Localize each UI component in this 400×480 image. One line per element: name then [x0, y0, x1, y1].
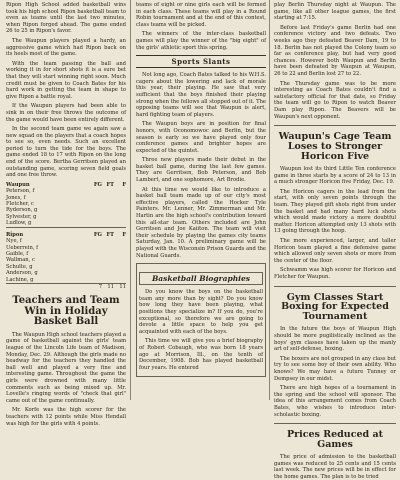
paragraph: The Waupun High school teachers played a game of basketball against the girls' team league of the Lincoln Life team of Madison, Monday, Dec. 29. Although the girls made no headway for the teachers they handled the ball well and played a very fine and interesting game. Throughout the game the girls were drowned with many little comments such as being mixed up. Mr. Lovelle's ringing words of "check that girl" came out of the game continually.	[6, 331, 126, 404]
paragraph: Before last Friday's game Berlin had one conference victory and two defeats. Two weeks ago they defeated Beaver Dam, 19 to 18. Berlin has not played the Colony team so far as conference play, but had very good chances. However both Waupun and Berlin have been defeated by Waupun at Waupun, 26 to 22 and Berlin lost 27 to 22.	[274, 24, 396, 77]
table-cell: Ripon	[6, 231, 24, 238]
table-cell: Jones, f	[6, 194, 26, 201]
paragraph: Not long ago, Coach Bates talked to his W.H.S. cagers about the lowering and lack of morale this year, their playing. He saw that very sufficient that the boys finished their playing strong when the fellows all stopped out of it. The opposing teams will see that Waupun is alert, hard fighting team of players.	[136, 72, 266, 118]
paragraph: Mr. Korfe was the high scorer for the teachers with 12 points while Miss Hendall was high for the girls with 4 points.	[6, 407, 126, 427]
headline: Teachers and Team Win in Holiday Basket Ball	[12, 295, 120, 328]
table-cell: 11	[102, 283, 114, 290]
table-cell: F	[122, 181, 126, 188]
table-row	[6, 277, 126, 284]
biographies-box	[136, 263, 266, 377]
paragraph: The Waupun players played a hardy, an aggressive game which had Ripon back on its heels most of the game.	[6, 37, 126, 58]
headline: Prices Reduced at Games	[286, 429, 384, 451]
table-total-row	[6, 227, 126, 228]
paragraph: The Waupun boys are in position for final honors, with Oconomowoc and Berlin, but the season is early so we have played only four conference games and brighter hopes are expected of the quintet.	[136, 121, 266, 154]
paragraph: The price of admission to the basketball games was reduced to 25 cents and 15 cents last week. The new prices will be in effect for the home games. The plan is to be tried	[274, 454, 396, 480]
column-3	[274, 2, 396, 480]
box-score-ripon	[6, 232, 126, 291]
paragraph: The more experienced, larger, and taller Horicon team played a fine defensive game which allowed only seven shots or more from the center of the floor.	[274, 237, 396, 264]
table-cell: Nye, f	[6, 238, 22, 245]
paragraph: In the future the boys of Waupun High should be more pugilistically inclined as the boys' gym classes have taken up the manly art of self-defense, boxing.	[274, 326, 396, 353]
table-cell: FG	[93, 181, 102, 188]
paragraph: Waupun lost its third Little Ten conference game in three starts by a score of 24 to 13 in a much stronger Horicon five Friday, Dec. 19.	[274, 166, 396, 186]
table-cell: F	[122, 231, 126, 238]
table-cell: Lachine, g	[6, 276, 34, 283]
table-cell: Ryderson, g	[6, 207, 38, 214]
table-cell: Peterson, f	[6, 188, 35, 195]
table-cell: Ludlow, g	[6, 220, 32, 227]
paragraph: If the Waupun players had been able to sink in on their free throws the outcome of the game would have been entirely different.	[6, 103, 126, 123]
table-total-row	[6, 283, 126, 290]
table-cell: Gaible, f	[6, 250, 29, 257]
section-header: Basketball Biographies	[139, 272, 263, 285]
column-rule	[130, 0, 131, 400]
table-cell: Schulte, g	[6, 263, 33, 270]
table-cell: FT	[106, 231, 114, 238]
paragraph: Three new players made their debut in the basket ball game, during the last few games. They are Gerritsen, Bob Peterson, and Bob Lambert, and one sophomore, Art Brodie.	[136, 157, 266, 184]
table-cell: FG	[93, 231, 102, 238]
paragraph: Ripon High School added basketball wins took his high school Ripon basketball team to even as teams until the last two minutes, when Ripon forged ahead. The game ended 26 to 25 in Ripon's favor.	[6, 2, 126, 35]
paragraph: At this time we would like to introduce a basket ball team made up of our city's most effective players, called the Hocker Tyle Painters. Mr. Lenner, Mr. Zimmerman and Mr. Hartin are the high school's contribution toward this all-star team. Others included are John Gerritsen and Joe Kaiiton. The team will visit their schedule by playing the games city teams Saturday, Jan. 10. A preliminary game will be played with the Wisconsin Prison Guards and the National Guards.	[136, 186, 266, 259]
paragraph: With the team passing the ball and working it in for short shots it is a sure bet that they will start winning right soon. Much credit must be given to Coach Bates for his hard work in getting the team in shape to give Ripon a battle royal.	[6, 60, 126, 100]
paragraph: This time we will give you a brief biography of Robert Cobaugh, who was born 18 years ago at Morrison, Ill., on the tenth of December, 1908. Bob has played basketball four years. He entered	[139, 338, 263, 371]
table-cell: Waupun	[6, 181, 30, 188]
divider	[274, 286, 396, 287]
box-score-waupun	[6, 182, 126, 228]
paragraph: teams of eight or nine girls each will be formed in each class. These teams will play in a Round Robin tournament and at the end of this contest, class teams will be picked.	[136, 2, 266, 28]
paragraph: Do you know the boys on the basketball team any more than by sight? Do you know how long they have been playing, what positions they specialize in? If you do, you're exceptional, so therefore we are going to devote a little space to help you get acquainted with each of the boys.	[139, 289, 263, 335]
table-cell: Anderson, g	[6, 270, 38, 277]
divider	[274, 423, 396, 424]
table-cell: Fletcher, c	[6, 201, 34, 208]
column-rule	[269, 0, 270, 400]
headline: Gym Classes Start Boxing for Expected Tournament	[281, 291, 389, 323]
headline: Waupun's Cage Team Loses to Stronger Horicon Five	[278, 131, 392, 163]
divider	[274, 125, 396, 126]
column-1	[6, 2, 126, 427]
section-header: Sports Slants	[136, 55, 266, 68]
table-cell: Ueberrein, f	[6, 244, 39, 251]
table-row	[6, 220, 126, 227]
table-cell: 7	[90, 283, 102, 290]
table-cell: Wallman, c	[6, 257, 35, 264]
paragraph: play Berlin Thursday night at Waupun. The game, like all other league games, the first starting at 7:15.	[274, 2, 396, 22]
table-cell: Sylvester, g	[6, 213, 37, 220]
paragraph: Schwamm was high scorer for Horicon and Fletcher for Waupun.	[274, 267, 396, 280]
paragraph: The Thursday game was to be more interesting as Coach Bates couldn't find a satisfactory official for that date, so Friday the team will go to Ripon to watch Beaver Dam play Ripon. The Beavers will be Waupun's next opponent.	[274, 80, 396, 120]
column-2	[136, 2, 266, 398]
paragraph: The Horicon cagers in the lead from the start, with only seven points through the team. They played gift shots right from under the basket and had many hard luck shots which would made victory a more doubtful matter. Horicon attempted only 13 shots with 13 going through the hoop.	[274, 188, 396, 235]
paragraph: The winners of the inter-class basketball games will play the winner of the "big eight" of the girls' athletic sport this spring.	[136, 31, 266, 51]
table-cell: FT	[106, 181, 114, 188]
paragraph: The boxers are not grouped in any class but try to see some boy of their own ability. Who knows? We may have a future Tunney or Dempsey in our midst.	[274, 355, 396, 382]
table-cell: 11	[114, 283, 126, 290]
paragraph: There are high hopes of a tournament in the spring and the school will sponsor. The idea of this arrangement comes from Coach Bates, who wishes to introduce inter-scholastic boxing.	[274, 385, 396, 418]
paragraph: In the second team game we again saw a new squad on the players that a coach hopes to see so, even needs. Such an excellent period to turn the tide for the boys. The game ended 18 to 17 with Ripon on the long end of the score. Bertha Gerritsen played an outstanding game, scoring seven field goals and one free throw.	[6, 126, 126, 179]
